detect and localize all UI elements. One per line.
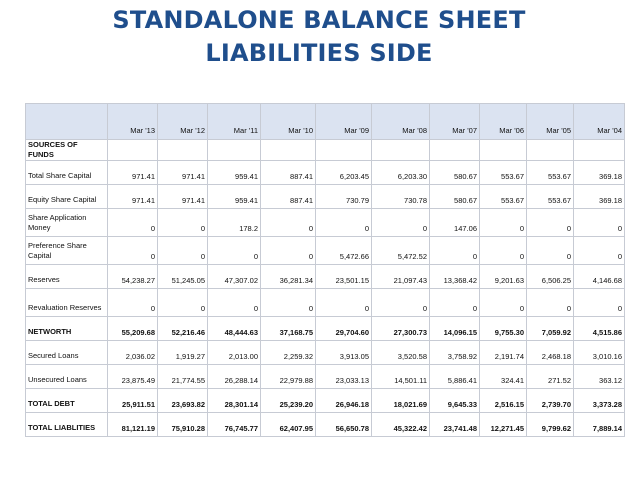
table-row bbox=[26, 317, 625, 341]
column-header: Mar '13 bbox=[108, 104, 158, 140]
table-cell: 9,799.62 bbox=[527, 413, 574, 437]
table-cell: 147.06 bbox=[430, 209, 480, 237]
header-corner bbox=[26, 104, 108, 140]
row-label: Reserves bbox=[26, 265, 108, 289]
table-cell: 23,501.15 bbox=[316, 265, 372, 289]
table-cell: 76,745.77 bbox=[208, 413, 261, 437]
table-cell: 0 bbox=[261, 289, 316, 317]
table-cell: 26,946.18 bbox=[316, 389, 372, 413]
table-cell: 0 bbox=[158, 289, 208, 317]
title-line-1: STANDALONE BALANCE SHEET bbox=[112, 6, 526, 34]
table-cell: 25,911.51 bbox=[108, 389, 158, 413]
table-cell: 4,146.68 bbox=[574, 265, 625, 289]
table-cell: 25,239.20 bbox=[261, 389, 316, 413]
table-cell: 7,889.14 bbox=[574, 413, 625, 437]
table-cell: 5,472.66 bbox=[316, 237, 372, 265]
table-cell: 580.67 bbox=[430, 185, 480, 209]
table-cell: 54,238.27 bbox=[108, 265, 158, 289]
table-cell: 2,259.32 bbox=[261, 341, 316, 365]
table-cell: 3,520.58 bbox=[372, 341, 430, 365]
table-cell: 971.41 bbox=[108, 161, 158, 185]
table-cell: 51,245.05 bbox=[158, 265, 208, 289]
table-cell: 0 bbox=[108, 209, 158, 237]
table-cell: 3,758.92 bbox=[430, 341, 480, 365]
table-cell: 45,322.42 bbox=[372, 413, 430, 437]
table-cell: 3,010.16 bbox=[574, 341, 625, 365]
table-cell: 23,875.49 bbox=[108, 365, 158, 389]
row-label: TOTAL LIABLITIES bbox=[26, 413, 108, 437]
section-row bbox=[26, 140, 625, 161]
table-cell: 971.41 bbox=[158, 185, 208, 209]
table-cell: 55,209.68 bbox=[108, 317, 158, 341]
table-cell: 0 bbox=[208, 289, 261, 317]
table-row bbox=[26, 289, 625, 317]
column-header: Mar '10 bbox=[261, 104, 316, 140]
table-cell: 7,059.92 bbox=[527, 317, 574, 341]
table-cell: 47,307.02 bbox=[208, 265, 261, 289]
table-cell: 0 bbox=[261, 237, 316, 265]
column-header: Mar '05 bbox=[527, 104, 574, 140]
table-row bbox=[26, 341, 625, 365]
table-cell: 81,121.19 bbox=[108, 413, 158, 437]
table-cell: 887.41 bbox=[261, 185, 316, 209]
table-cell: 553.67 bbox=[480, 161, 527, 185]
table-cell: 14,096.15 bbox=[430, 317, 480, 341]
table-cell: 2,468.18 bbox=[527, 341, 574, 365]
table-cell: 0 bbox=[108, 289, 158, 317]
table-cell: 0 bbox=[480, 209, 527, 237]
table-cell: 730.79 bbox=[316, 185, 372, 209]
table-cell: 971.41 bbox=[108, 185, 158, 209]
table-cell: 6,203.45 bbox=[316, 161, 372, 185]
table-row bbox=[26, 161, 625, 185]
row-label: Secured Loans bbox=[26, 341, 108, 365]
table-cell: 363.12 bbox=[574, 365, 625, 389]
table-cell: 0 bbox=[372, 289, 430, 317]
table-row bbox=[26, 265, 625, 289]
table-cell: 9,755.30 bbox=[480, 317, 527, 341]
table-row bbox=[26, 209, 625, 237]
table-cell: 0 bbox=[527, 289, 574, 317]
table-cell: 14,501.11 bbox=[372, 365, 430, 389]
table-cell: 324.41 bbox=[480, 365, 527, 389]
table-cell: 0 bbox=[316, 209, 372, 237]
table-cell: 2,036.02 bbox=[108, 341, 158, 365]
table-cell: 0 bbox=[158, 237, 208, 265]
table-cell: 369.18 bbox=[574, 161, 625, 185]
table-cell: 22,979.88 bbox=[261, 365, 316, 389]
table-cell: 0 bbox=[527, 209, 574, 237]
table-cell: 553.67 bbox=[527, 161, 574, 185]
table-row bbox=[26, 365, 625, 389]
table-cell: 6,203.30 bbox=[372, 161, 430, 185]
table-row bbox=[26, 389, 625, 413]
row-label: Revaluation Reserves bbox=[26, 289, 108, 317]
table-cell: 730.78 bbox=[372, 185, 430, 209]
table-cell: 21,774.55 bbox=[158, 365, 208, 389]
table-cell: 0 bbox=[316, 289, 372, 317]
table-cell: 580.67 bbox=[430, 161, 480, 185]
table-cell: 178.2 bbox=[208, 209, 261, 237]
row-label: Equity Share Capital bbox=[26, 185, 108, 209]
table-cell: 5,472.52 bbox=[372, 237, 430, 265]
table-cell: 2,191.74 bbox=[480, 341, 527, 365]
row-label: Total Share Capital bbox=[26, 161, 108, 185]
table-cell: 2,516.15 bbox=[480, 389, 527, 413]
table-cell: 0 bbox=[574, 237, 625, 265]
table-cell: 52,216.46 bbox=[158, 317, 208, 341]
table-row bbox=[26, 237, 625, 265]
table-cell: 0 bbox=[261, 209, 316, 237]
row-label: Preference Share Capital bbox=[26, 237, 108, 265]
header-row bbox=[26, 104, 625, 140]
table-cell: 6,506.25 bbox=[527, 265, 574, 289]
table-cell: 0 bbox=[158, 209, 208, 237]
table-cell: 37,168.75 bbox=[261, 317, 316, 341]
slide-title bbox=[0, 4, 638, 70]
table-cell: 36,281.34 bbox=[261, 265, 316, 289]
table-cell: 56,650.78 bbox=[316, 413, 372, 437]
table-cell: 3,913.05 bbox=[316, 341, 372, 365]
table-cell: 1,919.27 bbox=[158, 341, 208, 365]
table-cell: 971.41 bbox=[158, 161, 208, 185]
table-cell: 271.52 bbox=[527, 365, 574, 389]
column-header: Mar '12 bbox=[158, 104, 208, 140]
table-cell: 4,515.86 bbox=[574, 317, 625, 341]
row-label: TOTAL DEBT bbox=[26, 389, 108, 413]
table-cell: 0 bbox=[108, 237, 158, 265]
table-cell: 959.41 bbox=[208, 161, 261, 185]
title-line-2: LIABILITIES SIDE bbox=[205, 39, 433, 67]
table-cell: 18,021.69 bbox=[372, 389, 430, 413]
table-row bbox=[26, 413, 625, 437]
table-cell: 9,201.63 bbox=[480, 265, 527, 289]
table-cell: 75,910.28 bbox=[158, 413, 208, 437]
column-header: Mar '07 bbox=[430, 104, 480, 140]
table-cell: 62,407.95 bbox=[261, 413, 316, 437]
row-label: Share Application Money bbox=[26, 209, 108, 237]
column-header: Mar '09 bbox=[316, 104, 372, 140]
table-cell: 959.41 bbox=[208, 185, 261, 209]
table-cell: 26,288.14 bbox=[208, 365, 261, 389]
table-cell: 48,444.63 bbox=[208, 317, 261, 341]
table-cell: 5,886.41 bbox=[430, 365, 480, 389]
table-cell: 369.18 bbox=[574, 185, 625, 209]
table-cell: 28,301.14 bbox=[208, 389, 261, 413]
table-cell: 0 bbox=[430, 237, 480, 265]
table-cell: 0 bbox=[574, 209, 625, 237]
table-cell: 0 bbox=[480, 237, 527, 265]
table-cell: 21,097.43 bbox=[372, 265, 430, 289]
table-cell: 13,368.42 bbox=[430, 265, 480, 289]
table-cell: 9,645.33 bbox=[430, 389, 480, 413]
table-cell: 2,739.70 bbox=[527, 389, 574, 413]
table-cell: 23,741.48 bbox=[430, 413, 480, 437]
column-header: Mar '08 bbox=[372, 104, 430, 140]
column-header: Mar '06 bbox=[480, 104, 527, 140]
table-cell: 553.67 bbox=[527, 185, 574, 209]
table-cell: 23,033.13 bbox=[316, 365, 372, 389]
table-cell: 23,693.82 bbox=[158, 389, 208, 413]
table-cell: 0 bbox=[372, 209, 430, 237]
column-header: Mar '04 bbox=[574, 104, 625, 140]
table-cell: 0 bbox=[480, 289, 527, 317]
balance-sheet-table bbox=[25, 103, 625, 437]
table-cell: 0 bbox=[430, 289, 480, 317]
section-label: SOURCES OF FUNDS bbox=[26, 140, 108, 161]
table-cell: 12,271.45 bbox=[480, 413, 527, 437]
table-cell: 0 bbox=[527, 237, 574, 265]
table-cell: 3,373.28 bbox=[574, 389, 625, 413]
table-cell: 27,300.73 bbox=[372, 317, 430, 341]
column-header: Mar '11 bbox=[208, 104, 261, 140]
table-cell: 553.67 bbox=[480, 185, 527, 209]
table-row bbox=[26, 185, 625, 209]
row-label: Unsecured Loans bbox=[26, 365, 108, 389]
row-label: NETWORTH bbox=[26, 317, 108, 341]
table-cell: 0 bbox=[208, 237, 261, 265]
table-cell: 0 bbox=[574, 289, 625, 317]
table-cell: 887.41 bbox=[261, 161, 316, 185]
table-cell: 29,704.60 bbox=[316, 317, 372, 341]
table-cell: 2,013.00 bbox=[208, 341, 261, 365]
